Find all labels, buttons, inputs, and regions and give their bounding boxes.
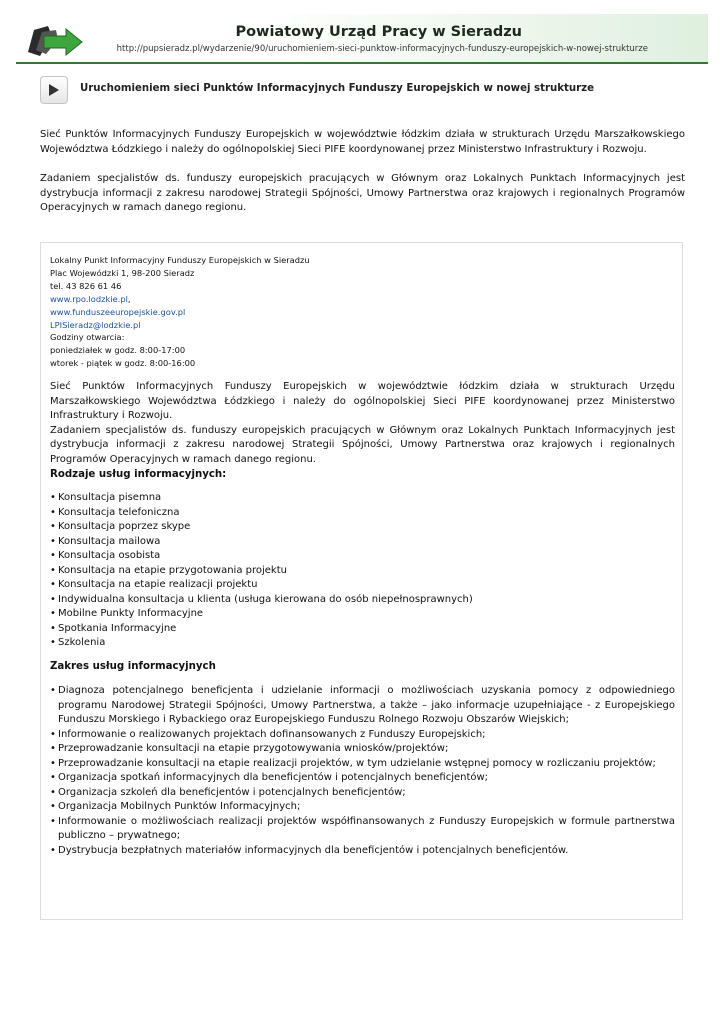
services-heading: Rodzaje usług informacyjnych: xyxy=(50,469,227,480)
contact-address: Plac Wojewódzki 1, 98-200 Sieradz xyxy=(50,267,195,278)
body-paragraph-2: Zadaniem specjalistów ds. funduszy europejskich pracujących w Głównym oraz Lokalnych Punktach Informacyjnych jest dystrybucja informacji z zakresu narodowej Strategii Spójności, Umowy Partnerstwa oraz krajowych i regionalnych Programów Operacyjnych w ramach danego regionu. xyxy=(50,424,675,465)
link-rpo-suffix: , xyxy=(127,293,131,304)
list-item: • Przeprowadzanie konsultacji na etapie przygotowywania wniosków/projektów; xyxy=(50,742,675,757)
contact-link-fe-row xyxy=(50,306,310,319)
hours-monday: poniedziałek w godz. 8:00-17:00 xyxy=(50,345,186,356)
hours-label: Godziny otwarcia: xyxy=(50,332,125,343)
list-item: • Mobilne Punkty Informacyjne xyxy=(50,607,675,622)
play-arrow-icon xyxy=(48,83,60,97)
page-url: http://pupsieradz.pl/wydarzenie/90/uruchomieniem-sieci-punktow-informacyjnych-funduszy-europejskich-w-nowej-strukturze xyxy=(116,44,648,54)
link-fundusze[interactable]: www.funduszeeuropejskie.gov.pl xyxy=(50,306,186,317)
article-bullet-box xyxy=(40,76,68,104)
list-item: • Diagnoza potencjalnego beneficjenta i udzielanie informacji o możliwościach uzyskania pomocy z odpowiedniego programu Narodowej Strategii Spójności, Umowy Partnerstwa, a także – jako informacje uzupełniające - z Europejskiego Funduszu Morskiego i Rybackiego oraz Europejskiego Funduszu Rolnego Rozwoju Obszarów Wiejskich; xyxy=(50,684,675,728)
page-header xyxy=(16,14,708,64)
list-item: • Konsultacja na etapie realizacji projektu xyxy=(50,578,675,593)
list-item: • Dystrybucja bezpłatnych materiałów informacyjnych dla beneficjentów i potencjalnych beneficjentów. xyxy=(50,844,675,859)
logo-arrow-icon[interactable] xyxy=(26,22,84,58)
contact-email-row xyxy=(50,319,310,332)
list-item: • Przeprowadzanie konsultacji na etapie realizacji projektów, w tym udzielanie wstępnej pomocy w rozliczaniu projektów; xyxy=(50,757,675,772)
list-item: • Organizacja szkoleń dla beneficjentów i potencjalnych beneficjentów; xyxy=(50,786,675,801)
intro-paragraph-2: Zadaniem specjalistów ds. funduszy europejskich pracujących w Głównym oraz Lokalnych Punktach Informacyjnych jest dystrybucja informacji z zakresu narodowej Strategii Spójności, Umowy Partnerstwa oraz krajowych i regionalnych Programów Operacyjnych w ramach danego regionu. xyxy=(40,173,685,213)
intro-paragraph-1: Sieć Punktów Informacyjnych Funduszy Europejskich w województwie łódzkim działa w strukturach Urzędu Marszałkowskiego Województwa Łódzkiego i należy do ogólnopolskiej Sieci PIFE koordynowanej przez Ministerstwo Infrastruktury i Rozwoju. xyxy=(40,129,685,155)
hours-tuesday-friday: wtorek - piątek w godz. 8:00-16:00 xyxy=(50,358,196,369)
link-email[interactable]: LPISieradz@lodzkie.pl xyxy=(50,319,141,330)
list-item: • Organizacja spotkań informacyjnych dla beneficjentów i potencjalnych beneficjentów; xyxy=(50,771,675,786)
list-item: • Indywidualna konsultacja u klienta (usługa kierowana do osób niepełnosprawnych) xyxy=(50,593,675,608)
contact-phone: tel. 43 826 61 46 xyxy=(50,280,122,291)
article-title-row xyxy=(40,76,690,106)
contact-block xyxy=(50,254,310,370)
body-text xyxy=(50,380,675,467)
scope-heading: Zakres usług informacyjnych xyxy=(50,661,216,672)
list-item: • Spotkania Informacyjne xyxy=(50,622,675,637)
site-title: Powiatowy Urząd Pracy w Sieradzu xyxy=(235,24,522,40)
list-item: • Informowanie o możliwościach realizacji projektów współfinansowanych z Funduszy Europejskich w formule partnerstwa publiczno – prywatnego; xyxy=(50,815,675,844)
contact-name: Lokalny Punkt Informacyjny Funduszy Europejskich w Sieradzu xyxy=(50,255,310,265)
list-item: • Organizacja Mobilnych Punktów Informacyjnych; xyxy=(50,800,675,815)
article-content-box xyxy=(40,242,683,920)
contact-link-rpo-row xyxy=(50,293,310,306)
article-title: Uruchomieniem sieci Punktów Informacyjnych Funduszy Europejskich w nowej strukturze xyxy=(80,83,595,94)
list-item: • Konsultacja telefoniczna xyxy=(50,506,675,521)
list-item: • Konsultacja poprzez skype xyxy=(50,520,675,535)
list-item: • Konsultacja pisemna xyxy=(50,491,675,506)
article-intro xyxy=(40,128,685,231)
list-item: • Informowanie o realizowanych projektach dofinansowanych z Funduszy Europejskich; xyxy=(50,728,675,743)
list-item: • Konsultacja na etapie przygotowania projektu xyxy=(50,564,675,579)
body-paragraph-1: Sieć Punktów Informacyjnych Funduszy Europejskich w województwie łódzkim działa w strukturach Urzędu Marszałkowskiego Województwa Łódzkiego i należy do ogólnopolskiej Sieci PIFE koordynowanej przez Ministerstwo Infrastruktury i Rozwoju. xyxy=(50,381,675,421)
list-item: • Konsultacja osobista xyxy=(50,549,675,564)
list-item: • Konsultacja mailowa xyxy=(50,535,675,550)
list-item: • Szkolenia xyxy=(50,636,675,651)
link-rpo[interactable]: www.rpo.lodzkie.pl xyxy=(50,293,128,304)
